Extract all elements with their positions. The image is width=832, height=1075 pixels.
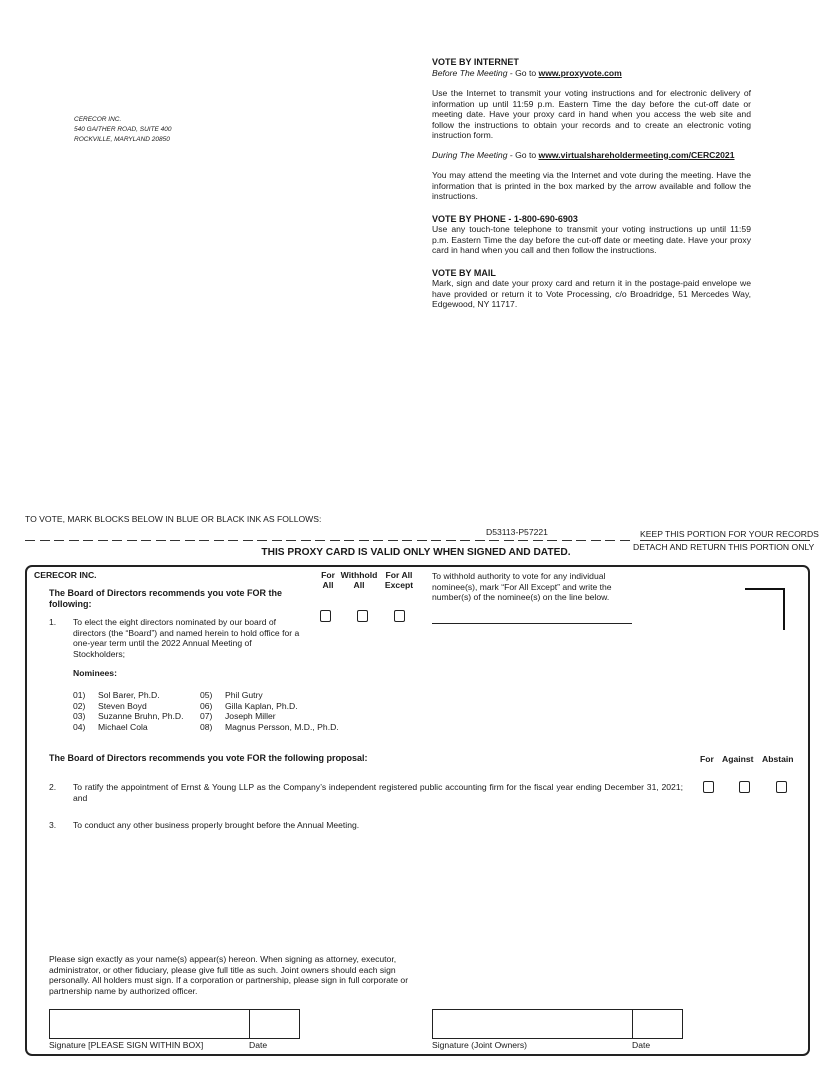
detach-dash: [388, 540, 398, 541]
detach-dash: [330, 540, 340, 541]
detach-dash: [214, 540, 224, 541]
detach-dash: [98, 540, 108, 541]
signature-box[interactable]: [49, 1009, 300, 1039]
detach-dash: [344, 540, 354, 541]
col-against: Against: [722, 754, 754, 764]
detach-dash: [40, 540, 50, 541]
item2-against-checkbox[interactable]: [739, 781, 750, 793]
withhold-all-checkbox[interactable]: [357, 610, 368, 622]
detach-dash: [257, 540, 267, 541]
list-item: 03) Suzanne Bruhn, Ph.D.: [73, 711, 184, 721]
for-all-except-checkbox[interactable]: [394, 610, 405, 622]
for-all-checkbox[interactable]: [320, 610, 331, 622]
detach-dash: [286, 540, 296, 541]
joint-signature-label: Signature (Joint Owners): [432, 1040, 528, 1050]
vote-mail-title: VOTE BY MAIL: [432, 267, 496, 278]
company-address-city: ROCKVILLE, MARYLAND 20850: [74, 136, 170, 143]
detach-dash: [431, 540, 441, 541]
detach-dash: [547, 540, 557, 541]
during-meeting-label: During The Meeting: [432, 149, 508, 160]
detach-dash: [402, 540, 412, 541]
board-recommendation-1: The Board of Directors recommends you vote FOR the following:: [49, 588, 283, 609]
vote-internet-para1: Use the Internet to transmit your voting instructions and for electronic delivery of information up until 11:59 p.m. Eastern Time the day before the cut-off date or meeting date. Have your proxy card in hand when you access the web site and follow the instructions to obtain your records and to create an electronic voting instruction form.: [432, 88, 751, 140]
detach-dash: [127, 540, 137, 541]
detach-dash: [170, 540, 180, 541]
detach-dash: [112, 540, 122, 541]
detach-dash: [446, 540, 456, 541]
list-item: 08) Magnus Persson, M.D., Ph.D.: [200, 721, 339, 732]
detach-dash: [199, 540, 209, 541]
keep-portion-label: KEEP THIS PORTION FOR YOUR RECORDS: [640, 529, 819, 539]
list-item: 05) Phil Gutry: [200, 690, 263, 700]
signature-label: Signature [PLEASE SIGN WITHIN BOX]: [49, 1040, 204, 1050]
detach-dash: [156, 540, 166, 541]
before-goto: - Go to: [507, 67, 539, 78]
col-abstain: Abstain: [762, 754, 794, 764]
item2-number: 2.: [49, 782, 57, 792]
sign-instructions: Please sign exactly as your name(s) appear(s) hereon. When signing as attorney, executor, administrator, or other fiduciary, please give full title as such. Joint owners should each sign personally. All holders must sign. If a corporation or partnership, please sign in full corporate or partnership name by authorized officer.: [49, 954, 409, 996]
nominees-left: [73, 690, 184, 732]
vote-internet-before-line: [432, 68, 751, 79]
detach-dash: [475, 540, 485, 541]
control-code: D53113-P57221: [486, 527, 548, 537]
company-address: [74, 115, 172, 145]
item3-text: To conduct any other business properly brought before the Annual Meeting.: [73, 820, 360, 830]
detach-dash: [417, 540, 427, 541]
joint-date-label: Date: [632, 1040, 651, 1050]
detach-dash: [228, 540, 238, 541]
vote-phone-text: Use any touch-tone telephone to transmit your voting instructions up until 11:59 p.m. Eastern Time the day before the cut-off date or meeting date. Have your proxy card in hand when you call and then follow the instructions.: [432, 224, 751, 255]
date-label: Date: [249, 1040, 268, 1050]
detach-dash: [460, 540, 470, 541]
vote-internet-para2: You may attend the meeting via the Internet and vote during the meeting. Have the information that is printed in the box marked by the arrow available and follow the instructions.: [432, 170, 751, 201]
list-item: 02) Steven Boyd: [73, 700, 147, 711]
col-withhold-all: Withhold All: [340, 570, 378, 590]
detach-dash: [562, 540, 572, 541]
col-for-all-except: For All Except: [384, 570, 414, 590]
detach-dash: [141, 540, 151, 541]
detach-dash: [533, 540, 543, 541]
during-goto: - Go to: [507, 149, 539, 160]
vote-internet-title: VOTE BY INTERNET: [432, 57, 519, 67]
list-item: 06) Gilla Kaplan, Ph.D.: [200, 700, 298, 711]
detach-dash: [272, 540, 282, 541]
detach-dash: [489, 540, 499, 541]
vote-phone-title: VOTE BY PHONE - 1-800-690-6903: [432, 213, 578, 224]
card-company: CERECOR INC.: [34, 570, 97, 580]
item2-abstain-checkbox[interactable]: [776, 781, 787, 793]
joint-signature-box[interactable]: [432, 1009, 683, 1039]
company-address-street: 540 GAITHER ROAD, SUITE 400: [74, 126, 172, 133]
col-for-all: For All: [321, 570, 335, 590]
col-for: For: [700, 754, 714, 764]
nominees-right: [200, 690, 339, 732]
detach-dash: [373, 540, 383, 541]
detach-dash: [301, 540, 311, 541]
list-item: 01) Sol Barer, Ph.D.: [73, 690, 160, 700]
joint-date-divider: [632, 1009, 633, 1038]
item3-number: 3.: [49, 820, 57, 830]
detach-dash: [185, 540, 195, 541]
detach-dash: [359, 540, 369, 541]
detach-dash: [504, 540, 514, 541]
before-meeting-label: Before The Meeting: [432, 67, 508, 78]
proxyvote-link[interactable]: www.proxyvote.com: [538, 67, 622, 78]
keep-underline: [640, 540, 810, 541]
detach-dash: [518, 540, 528, 541]
detach-portion-label: DETACH AND RETURN THIS PORTION ONLY: [633, 542, 815, 552]
detach-dash: [25, 540, 35, 541]
signature-date-divider: [249, 1009, 250, 1038]
detach-dash: [243, 540, 253, 541]
board-recommendation-2: The Board of Directors recommends you vote FOR the following proposal:: [49, 753, 368, 763]
voting-instructions: [432, 57, 751, 310]
mark-instruction: TO VOTE, MARK BLOCKS BELOW IN BLUE OR BLACK INK AS FOLLOWS:: [25, 514, 322, 524]
detach-dash: [620, 540, 630, 541]
validity-notice: THIS PROXY CARD IS VALID ONLY WHEN SIGNED AND DATED.: [261, 547, 571, 558]
detach-dash: [315, 540, 325, 541]
nominee-exception-line[interactable]: [432, 623, 632, 624]
detach-dash: [605, 540, 615, 541]
detach-dash: [576, 540, 586, 541]
vote-internet-during-line: [432, 150, 751, 161]
list-item: 07) Joseph Miller: [200, 711, 276, 721]
detach-dash: [83, 540, 93, 541]
company-address-name: CERECOR INC.: [74, 116, 122, 123]
vote-mail-text: Mark, sign and date your proxy card and return it in the postage-paid envelope we have provided or return it to Vote Processing, c/o Broadridge, 51 Mercedes Way, Edgewood, NY 11717.: [432, 278, 751, 309]
corner-bracket: [745, 588, 785, 630]
withhold-instruction: To withhold authority to vote for any individual nominee(s), mark “For All Except” and write the number(s) of the nominee(s) on the line below.: [432, 571, 612, 602]
list-item: 04) Michael Cola: [73, 721, 148, 732]
item1-number: 1.: [49, 617, 57, 627]
item2-text: To ratify the appointment of Ernst & Young LLP as the Company’s independent registered public accounting firm for the fiscal year ending December 31, 2021; and: [73, 782, 683, 803]
detach-dash: [69, 540, 79, 541]
nominees-label: Nominees:: [73, 668, 117, 678]
item2-for-checkbox[interactable]: [703, 781, 714, 793]
item1-text: To elect the eight directors nominated by our board of directors (the “Board”) and named herein to hold office for a one-year term until the 2022 Annual Meeting of Stockholders;: [73, 617, 300, 659]
virtual-meeting-link[interactable]: www.virtualshareholdermeeting.com/CERC2021: [538, 149, 735, 160]
detach-dash: [591, 540, 601, 541]
detach-dash: [54, 540, 64, 541]
